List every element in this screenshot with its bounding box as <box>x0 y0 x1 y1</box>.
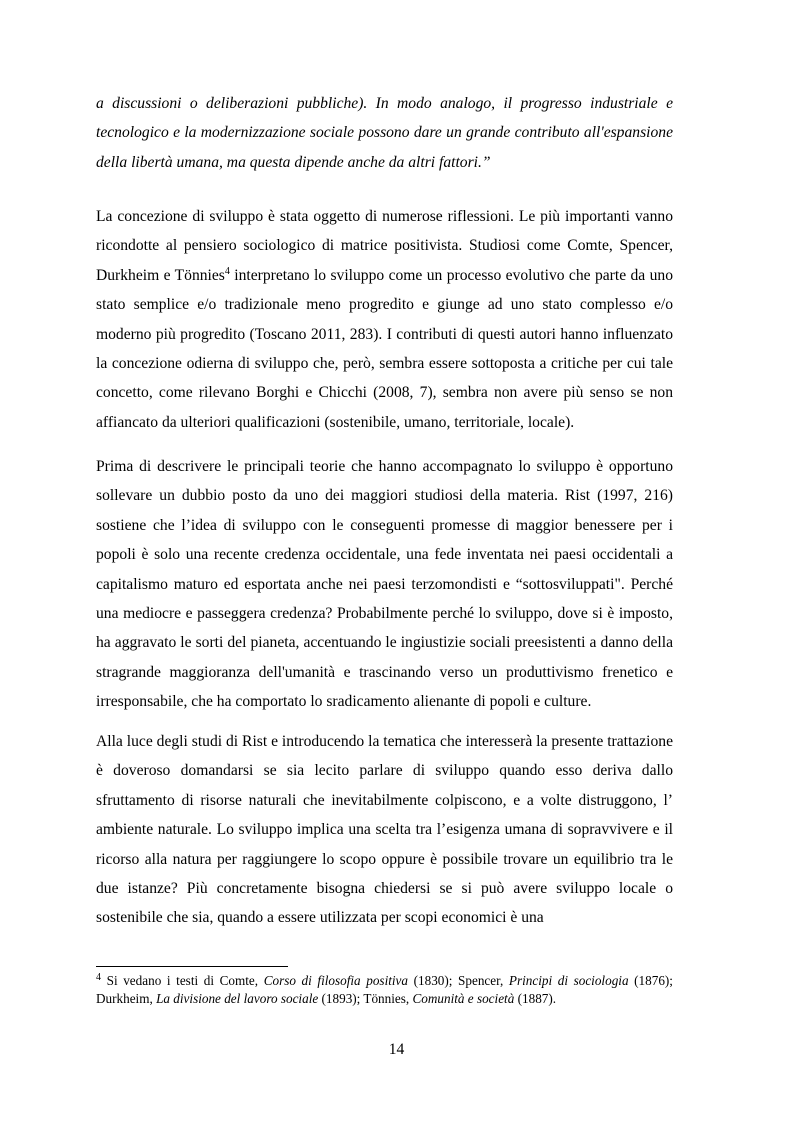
paragraph-1-text-b: interpretano lo sviluppo come un processo evolutivo che parte da uno stato semplice e/o tradizionale meno progredito e giunge ad uno stato complesso e/o moderno più progredito (Toscano 2011, 283). I contributi di questi autori hanno influenzato la concezione odierna di sviluppo che, però, sembra essere sottoposta a critiche per cui tale concetto, come rilevano Borghi e Chicchi (2008, 7), sembra non avere più senso se non affiancato da ulteriori qualificazioni (sostenibile, umano, territoriale, locale). <box>96 266 673 431</box>
footnote-work-tonnies: Comunità e società <box>412 990 515 1006</box>
paragraph-development-concept <box>96 202 673 437</box>
paragraph-natural-resources: Alla luce degli studi di Rist e introducendo la tematica che interesserà la presente trattazione è doveroso domandarsi se sia lecito parlare di sviluppo quando esso deriva dallo sfruttamento di risorse naturali che inevitabilmente colpiscono, e a volte distruggono, l’ ambiente naturale. Lo sviluppo implica una scelta tra l’esigenza umana di sopravvivere e il ricorso alla natura per raggiungere lo scopo oppure è possibile trovare un equilibrio tra le due istanze? Più concretamente bisogna chiedersi se si può avere sviluppo locale o sostenibile che sia, quando a essere utilizzata per scopi economici è una <box>96 733 673 927</box>
footnote-text: (1830); Spencer, <box>408 973 509 988</box>
page-number: 14 <box>388 1041 405 1058</box>
footnote <box>96 972 673 1007</box>
quote-paragraph: a discussioni o deliberazioni pubbliche). In modo analogo, il progresso industriale e tecnologico e la modernizzazione sociale possono dare un grande contributo all'espansione della libertà umana, ma questa dipende anche da altri fattori.” <box>96 95 673 171</box>
footnote-number: 4 <box>96 972 101 983</box>
paragraph-rist-critique: Prima di descrivere le principali teorie che hanno accompagnato lo sviluppo è opportuno sollevare un dubbio posto da uno dei maggiori studiosi della materia. Rist (1997, 216) sostiene che l’idea di sviluppo con le conseguenti promesse di maggior benessere per i popoli è solo una recente credenza occidentale, una fede inventata nei paesi occidentali a capitalismo maturo ed esportata anche nei paesi terzomondisti e “sottosviluppati". Perché una mediocre e passeggera credenza? Probabilmente perché lo sviluppo, dove si è imposto, ha aggravato le sorti del pianeta, accentuando le ingiustizie sociali preesistenti a danno della stragrande maggioranza dell'umanità e trascinando verso un produttivismo frenetico e irresponsabile, che ha comportato lo sradicamento alienante di popoli e culture. <box>96 458 673 711</box>
footnote-work-comte: Corso di filosofia positiva <box>263 973 409 988</box>
footnote-text: (1893); Tönnies, <box>318 990 413 1006</box>
footnote-work-durkheim: La divisione del lavoro sociale <box>156 990 319 1006</box>
footnote-intro: Si vedano i testi di Comte, <box>101 973 264 988</box>
paragraph-1-text-a: La concezione di sviluppo è stata oggetto di numerose riflessioni. Le più importanti vanno ricondotte al pensiero sociologico di matrice positivista. Studiosi come Comte, Spencer, Durkheim e Tönnies <box>96 208 673 284</box>
footnote-text: (1887). <box>514 990 557 1006</box>
footnote-work-spencer: Principi di sociologia <box>508 973 629 988</box>
footnote-separator <box>96 966 288 967</box>
footnote-reference[interactable]: 4 <box>224 265 230 277</box>
footnote-text: (1876); Durkheim, <box>96 973 673 1006</box>
